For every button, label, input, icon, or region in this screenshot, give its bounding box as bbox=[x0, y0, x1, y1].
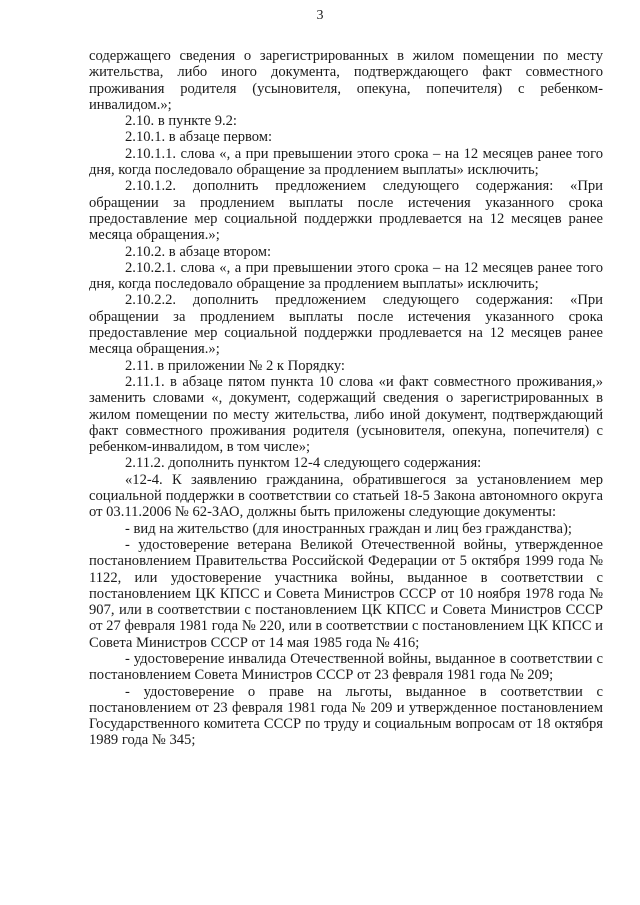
list-item-benefits-certificate: - удостоверение о праве на льготы, выданное в соответствии с постановлением от 23 февраля 1981 года № 209 и утвержденное постановлением Государственного комитета СССР по труду и социальным вопросам от 18 октября 1989 года № 345; bbox=[89, 683, 603, 749]
paragraph-2-10-1-2: 2.10.1.2. дополнить предложением следующего содержания: «При обращении за продлением выплаты после истечения указанного срока предоставление мер социальной поддержки продлевается на 12 месяцев ранее месяца обращения.»; bbox=[89, 178, 603, 244]
paragraph-2-10-2: 2.10.2. в абзаце втором: bbox=[125, 243, 272, 260]
list-item-residence-permit: - вид на жительство (для иностранных граждан и лиц без гражданства); bbox=[125, 520, 572, 537]
document-body bbox=[89, 48, 603, 749]
paragraph-continuation: содержащего сведения о зарегистрированных в жилом помещении по месту жительства, либо иного документа, подтверждающего факт совместного проживания родителя (усыновителя, опекуна, попечителя) с ребенком-инвалидом.»; bbox=[89, 48, 603, 113]
list-item-veteran-certificate: - удостоверение ветерана Великой Отечественной войны, утвержденное постановлением Правительства Российской Федерации от 5 октября 1999 года № 1122, или удостоверение участника войны, выданное в соответствии с постановлением ЦК КПСС и Совета Министров СССР от 10 ноября 1978 года № 907, или в соответствии с постановлением ЦК КПСС и Совета Министров СССР от 27 февраля 1981 года № 220, или в соответствии с постановлением ЦК КПСС и Совета Министров СССР от 14 мая 1985 года № 416; bbox=[89, 536, 603, 651]
page-number: 3 bbox=[316, 8, 324, 23]
paragraph-2-11-1: 2.11.1. в абзаце пятом пункта 10 слова «и факт совместного проживания,» заменить словами «, документ, содержащий сведения о зарегистрированных в жилом помещении по месту жительства, либо иной документ, подтверждающий факт совместного проживания родителя (усыновителя, опекуна, попечителя) с ребенком-инвалидом, в том числе»; bbox=[89, 373, 603, 456]
paragraph-2-10-1: 2.10.1. в абзаце первом: bbox=[125, 129, 273, 146]
paragraph-2-10-2-2: 2.10.2.2. дополнить предложением следующего содержания: «При обращении за продлением выплаты после истечения указанного срока предоставление мер социальной поддержки продлевается на 12 месяцев ранее месяца обращения.»; bbox=[89, 292, 603, 358]
paragraph-2-10-2-1: 2.10.2.1. слова «, а при превышении этого срока – на 12 месяцев ранее того дня, когда последовало обращение за продлением выплаты» исключить; bbox=[89, 259, 603, 293]
paragraph-2-10: 2.10. в пункте 9.2: bbox=[125, 113, 237, 130]
paragraph-12-4: «12-4. К заявлению гражданина, обратившегося за установлением мер социальной поддержки в соответствии со статьей 18-5 Закона автономного округа от 03.11.2006 № 62-ЗАО, должны быть приложены следующие документы: bbox=[89, 471, 603, 521]
paragraph-2-11: 2.11. в приложении № 2 к Порядку: bbox=[125, 357, 345, 374]
paragraph-2-10-1-1: 2.10.1.1. слова «, а при превышении этого срока – на 12 месяцев ранее того дня, когда последовало обращение за продлением выплаты» исключить; bbox=[89, 145, 603, 179]
paragraph-2-11-2: 2.11.2. дополнить пунктом 12-4 следующего содержания: bbox=[125, 455, 482, 472]
list-item-invalid-certificate: - удостоверение инвалида Отечественной войны, выданное в соответствии с постановлением Совета Министров СССР от 23 февраля 1981 года № 209; bbox=[89, 650, 603, 684]
